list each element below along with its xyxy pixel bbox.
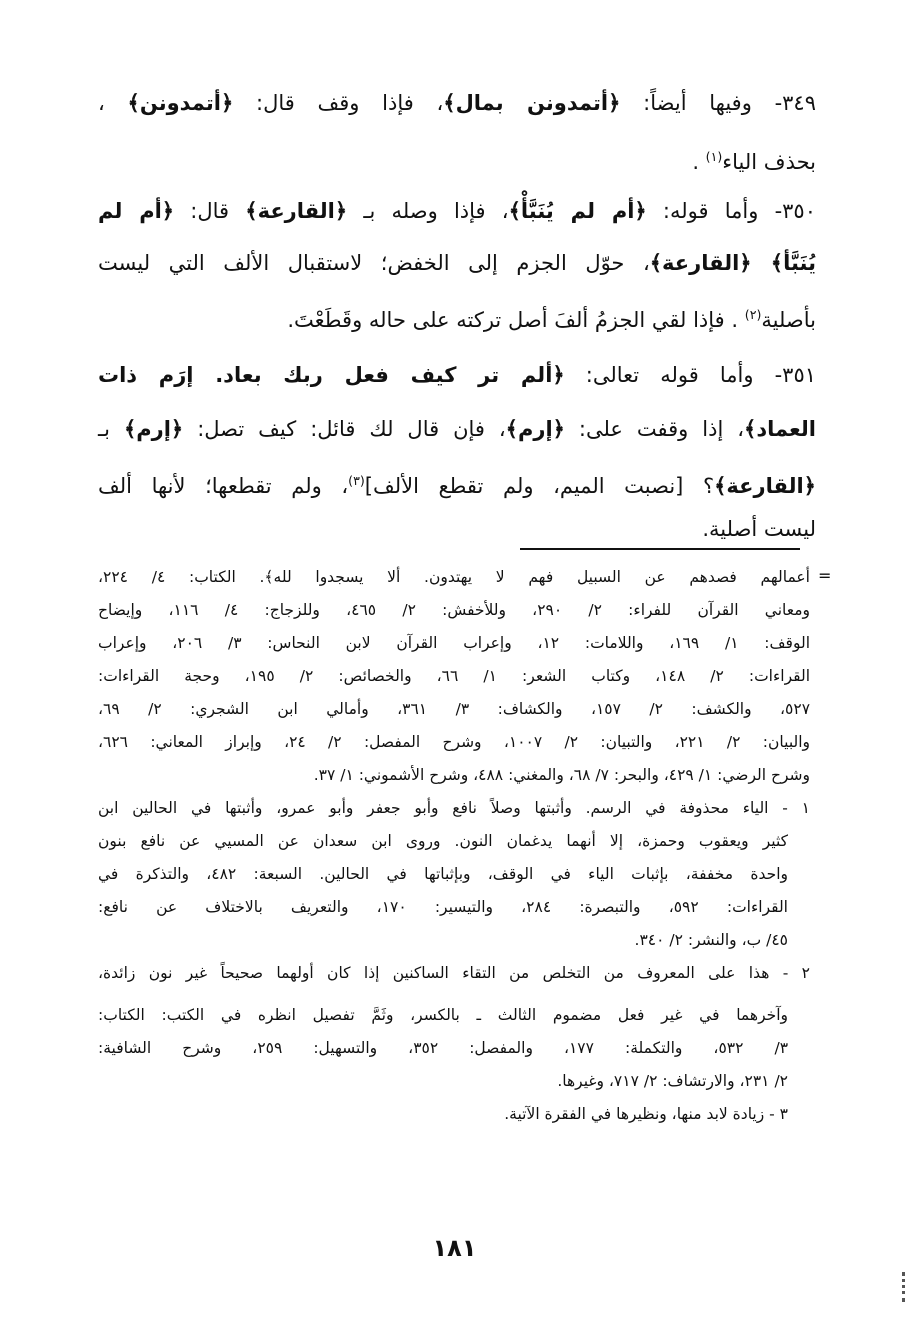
main-line	[98, 358, 816, 392]
main-line	[98, 86, 816, 120]
text-segment: بـ	[98, 417, 124, 441]
footnote-continuation-mark: =	[818, 566, 832, 585]
main-line	[98, 464, 816, 498]
text-segment: .	[692, 150, 706, 174]
quran-quote: ﴿إرم﴾	[505, 417, 565, 441]
quran-quote: ﴿أم لم	[98, 199, 175, 223]
main-line	[98, 194, 816, 228]
footnote-line: ٣ - زيادة لابد منها، ونظيرها في الفقرة الآتية.	[504, 1105, 788, 1123]
footnote-ref: (١)	[705, 149, 723, 164]
text-segment: ؟ [نصبت الميم، ولم تقطع الألف]	[364, 474, 715, 498]
text-segment: ،	[98, 91, 128, 115]
main-line	[98, 512, 816, 546]
footnote-line: ٣/ ٥٣٢، والتكملة: ١٧٧، والمفصل: ٣٥٢، والتسهيل: ٢٥٩، وشرح الشافية:	[98, 1039, 789, 1057]
main-line	[98, 412, 816, 446]
footnote-ref: (٣)	[348, 473, 365, 488]
text-segment: ، فإذا وقف قال:	[233, 91, 444, 115]
footnote-line: الوقف: ١/ ١٦٩، واللامات: ١٢، وإعراب القرآن لابن النحاس: ٣/ ٢٠٦، وإعراب	[98, 634, 810, 652]
text-segment: بحذف الياء	[722, 150, 816, 174]
footnote-line: ٢/ ٢٣١، والارتشاف: ٢/ ٧١٧، وغيرها.	[557, 1072, 788, 1090]
text-segment: ، إذا وقفت على:	[564, 417, 745, 441]
text-segment: قال:	[174, 199, 246, 223]
main-line	[98, 246, 816, 280]
footnote-line: ١ - الياء محذوفة في الرسم. وأثبتها وصلاً نافع وأبو جعفر وأبو عمرو، وأثبتها في الحالين ابن	[98, 799, 810, 817]
quran-quote: ﴿أتمدونن بمال﴾	[443, 91, 621, 115]
footnote-line: وآخرهما في غير فعل مضموم الثالث ـ بالكسر، وثَمَّ تفصيل انظره في الكتب: الكتاب:	[98, 1006, 788, 1024]
text-segment: ، حوّل الجزم إلى الخفض؛ لاستقبال الألف التي ليست	[98, 251, 650, 275]
text-segment: بأصلية	[761, 308, 816, 332]
footnote-line: أعمالهم فصدهم عن السبيل فهم لا يهتدون. ألا يسجدوا لله﴾. الكتاب: ٤/ ٢٢٤،	[98, 568, 810, 586]
footnote-line: وشرح الرضي: ١/ ٤٢٩، والبحر: ٧/ ٦٨، والمغني: ٤٨٨، وشرح الأشموني: ١/ ٣٧.	[313, 766, 810, 784]
footnote-ref: (٢)	[744, 307, 762, 322]
footnote-separator	[520, 548, 800, 550]
text-segment: ٣٥٠- وأما قوله:	[646, 199, 816, 223]
footnote-line: كثير ويعقوب وحمزة، إلا أنهما يدغمان النون. وروى ابن سعدان عن المسيي عن نافع بنون	[98, 832, 788, 850]
footnote-line: ٥٢٧، والكشف: ٢/ ١٥٧، والكشاف: ٣/ ٣٦١، وأمالي ابن الشجري: ٢/ ٦٩،	[98, 700, 811, 718]
footnote-line: ٤٥/ ب، والنشر: ٢/ ٣٤٠.	[634, 931, 788, 949]
text-segment: ٣٤٩- وفيها أيضاً:	[620, 91, 816, 115]
quran-quote: العماد﴾	[744, 417, 816, 441]
footnote-line: ٢ - هذا على المعروف من التخلص من التقاء الساكنين إذا كان أولهما صحيحاً غير نون زائدة،	[98, 964, 810, 982]
quran-quote: ﴿القارعة﴾	[714, 474, 816, 498]
footnote-line: القراءات: ٢/ ١٤٨، وكتاب الشعر: ١/ ٦٦، والخصائص: ٢/ ١٩٥، وحجة القراءات:	[98, 667, 811, 685]
scan-artifact	[902, 1272, 908, 1302]
text-segment: ، فإن قال لك قائل: كيف تصل:	[183, 417, 506, 441]
text-segment: ، ولم تقطعها؛ لأنها ألف	[98, 474, 349, 498]
text-segment: . فإذا لقي الجزمُ ألفَ أصل تركته على حاله وقَطَعْتَ.	[287, 308, 745, 332]
text-segment: ليست أصلية.	[702, 517, 816, 541]
quran-quote: ﴿إرم﴾	[123, 417, 184, 441]
footnote-line: واحدة مخففة، بإثبات الياء في الوقف، وبإثباتها في الحالين. السبعة: ٤٨٢، والتذكرة في	[98, 865, 788, 883]
quran-quote: ﴿ألم تر كيف فعل ربك بعاد. إرَم ذات	[98, 363, 565, 387]
quran-quote: ﴿القارعة﴾	[245, 199, 348, 223]
main-line	[98, 298, 816, 332]
quran-quote: يُنَبَّأ﴾ ﴿القارعة﴾	[649, 251, 816, 275]
footnote-line: ومعاني القرآن للفراء: ٢/ ٢٩٠، وللأخفش: ٢/ ٤٦٥، وللزجاج: ٤/ ١١٦، وإيضاح	[98, 601, 811, 619]
quran-quote: ﴿أم لم يُنَبَّأْ﴾	[508, 199, 647, 223]
page-number: ١٨١	[432, 1234, 477, 1262]
text-segment: ، فإذا وصله بـ	[347, 199, 509, 223]
quran-quote: ﴿أتمدونن﴾	[127, 91, 234, 115]
footnote-line: والبيان: ٢/ ٢٢١، والتبيان: ٢/ ١٠٠٧، وشرح المفصل: ٢/ ٢٤، وإبراز المعاني: ٦٢٦،	[98, 733, 811, 751]
main-line	[98, 140, 816, 174]
text-segment: ٣٥١- وأما قوله تعالى:	[564, 363, 817, 387]
footnote-line: القراءات: ٥٩٢، والتبصرة: ٢٨٤، والتيسير: ١٧٠، والتعريف بالاختلاف عن نافع:	[98, 898, 788, 916]
